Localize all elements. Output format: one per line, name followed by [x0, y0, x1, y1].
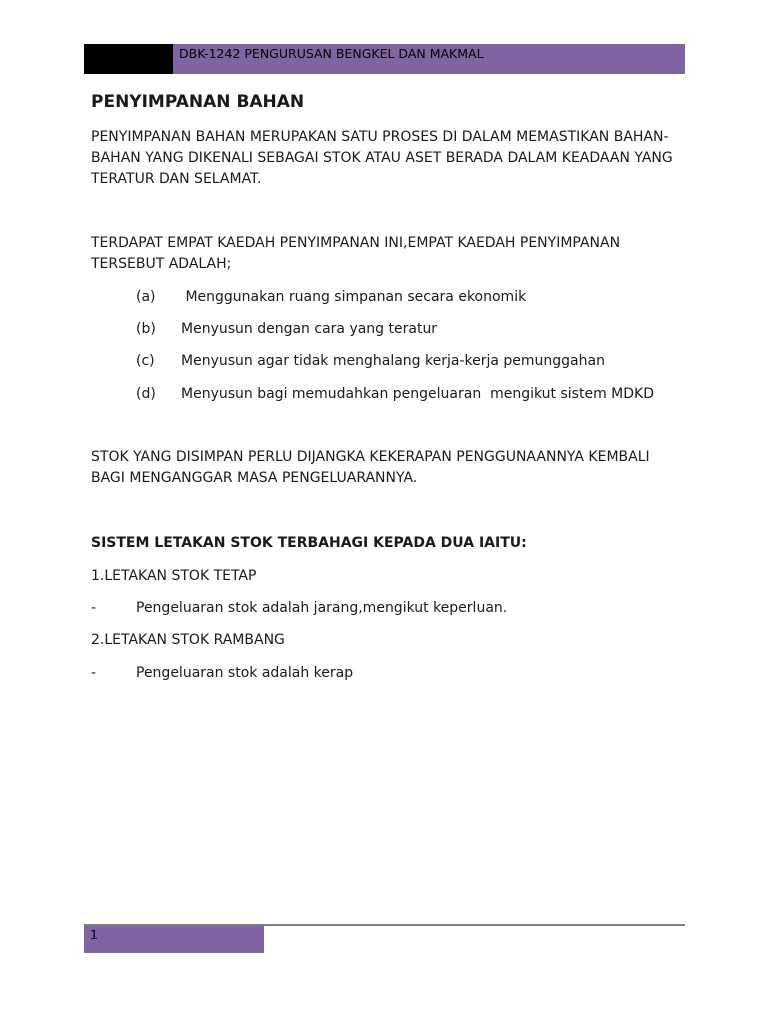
system-heading: SISTEM LETAKAN STOK TERBAHAGI KEPADA DUA IAITU:	[91, 535, 527, 551]
list-item-text: Menggunakan ruang simpanan secara ekonomik	[181, 289, 527, 305]
intro-paragraph: PENYIMPANAN BAHAN MERUPAKAN SATU PROSES DI DALAM MEMASTIKAN BAHAN-BAHAN YANG DIKENALI SEBAGAI STOK ATAU ASET BERADA DALAM KEADAAN YANG TERATUR DAN SELAMAT.	[91, 129, 673, 187]
list-item-marker: (b)	[136, 321, 156, 337]
list-item-text: Menyusun agar tidak menghalang kerja-kerja pemunggahan	[181, 353, 605, 369]
stock-note-paragraph: STOK YANG DISIMPAN PERLU DIJANGKA KEKERAPAN PENGGUNAANNYA KEMBALI BAGI MENGANGGAR MASA PENGELUARANNYA.	[91, 449, 650, 486]
list-item-marker: (c)	[136, 353, 155, 369]
system2-title: 2.LETAKAN STOK RAMBANG	[91, 632, 285, 648]
system2-description: Pengeluaran stok adalah kerap	[136, 665, 354, 681]
list-item-text: Menyusun bagi memudahkan pengeluaran mengikut sistem MDKD	[181, 386, 654, 402]
list-item-text: Menyusun dengan cara yang teratur	[181, 321, 438, 337]
header-purple-block	[173, 44, 685, 74]
system1-title: 1.LETAKAN STOK TETAP	[91, 568, 257, 584]
page-title: PENYIMPANAN BAHAN	[91, 92, 305, 112]
page-number: 1	[90, 927, 98, 942]
page-header	[84, 44, 685, 74]
system1-description: Pengeluaran stok adalah jarang,mengikut keperluan.	[136, 600, 508, 616]
system2-dash: -	[91, 665, 97, 681]
list-item-marker: (d)	[136, 386, 156, 402]
system1-dash: -	[91, 600, 97, 616]
header-black-block	[84, 44, 173, 74]
page-footer	[84, 926, 264, 953]
header-title: DBK-1242 PENGURUSAN BENGKEL DAN MAKMAL	[179, 46, 484, 61]
list-item-marker: (a)	[136, 289, 156, 305]
methods-intro-paragraph: TERDAPAT EMPAT KAEDAH PENYIMPANAN INI,EMPAT KAEDAH PENYIMPANAN TERSEBUT ADALAH;	[91, 235, 621, 272]
